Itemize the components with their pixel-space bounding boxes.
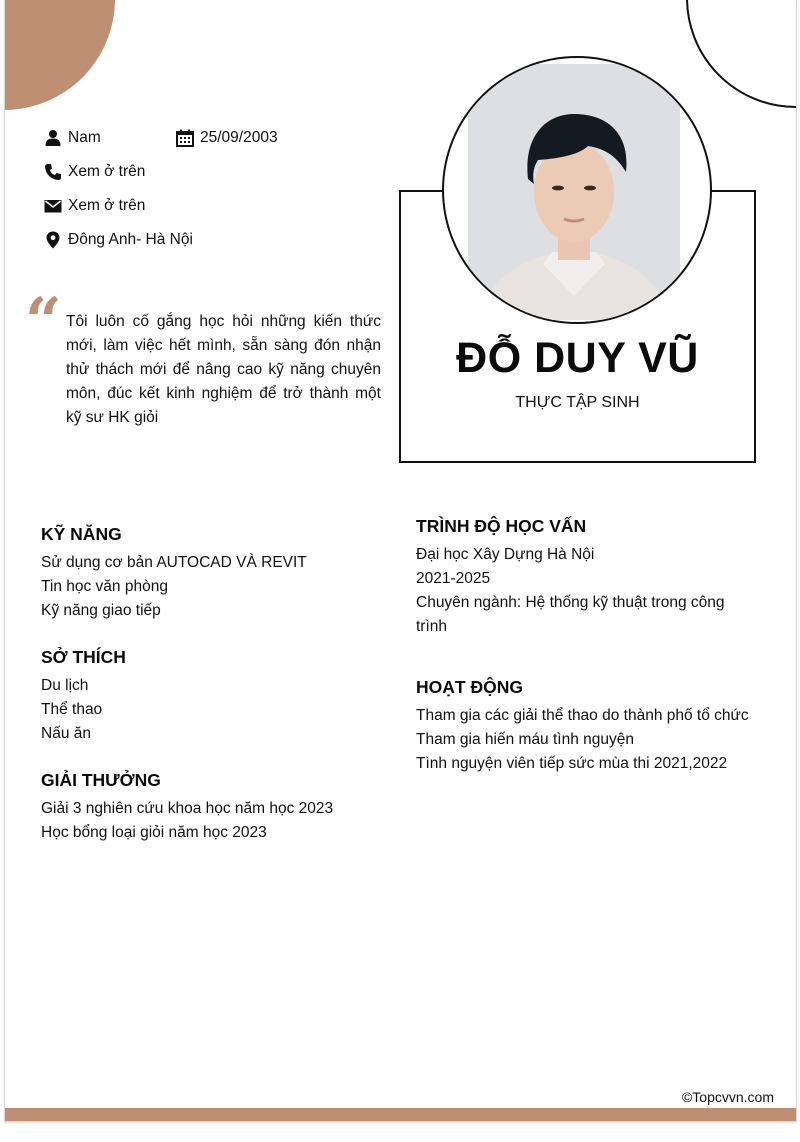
career-objective: Tôi luôn cố gắng học hỏi những kiến thức mới, làm việc hết mình, sẵn sàng đón nhận thử thách mới để nâng cao kỹ năng chuyên môn, đúc kết kinh nghiệm để trở thành một kỹ sư HK giỏi xyxy=(66,313,381,426)
info-address xyxy=(44,231,193,249)
award-item: Học bổng loại giỏi năm học 2023 xyxy=(41,824,267,841)
education-item: Đại học Xây Dựng Hà Nội xyxy=(416,546,595,563)
candidate-name: ĐỖ DUY VŨ xyxy=(456,334,699,382)
awards-section xyxy=(41,770,381,845)
info-gender xyxy=(44,129,101,147)
decorative-corner-circle xyxy=(4,0,115,110)
portrait-illustration xyxy=(468,64,680,320)
activity-item: Tình nguyện viên tiếp sức mùa thi 2021,2022 xyxy=(416,755,728,772)
hobby-item: Thể thao xyxy=(41,701,103,718)
profile-photo xyxy=(468,64,680,320)
awards-title: GIẢI THƯỞNG xyxy=(41,770,161,790)
map-pin-icon xyxy=(44,231,62,249)
activities-section xyxy=(416,677,756,776)
quote-icon: “ xyxy=(25,284,56,359)
hobby-item: Nấu ăn xyxy=(41,725,91,742)
envelope-icon xyxy=(44,197,62,215)
skill-item: Tin học văn phòng xyxy=(41,578,168,595)
activity-item: Tham gia hiến máu tình nguyện xyxy=(416,731,634,748)
copyright: ©Topcvvn.com xyxy=(681,1089,774,1105)
education-item: 2021-2025 xyxy=(416,570,491,587)
education-section xyxy=(416,516,756,639)
education-title: TRÌNH ĐỘ HỌC VẤN xyxy=(416,516,587,536)
skills-section xyxy=(41,524,381,623)
info-birthdate xyxy=(176,129,278,147)
skill-item: Kỹ năng giao tiếp xyxy=(41,602,161,619)
calendar-icon xyxy=(176,129,194,147)
cv-page xyxy=(4,0,797,1122)
avatar xyxy=(442,56,712,324)
birthdate-value: 25/09/2003 xyxy=(200,129,278,146)
decorative-corner-ring xyxy=(686,0,797,108)
skills-title: KỸ NĂNG xyxy=(41,524,122,544)
skill-item: Sử dụng cơ bản AUTOCAD VÀ REVIT xyxy=(41,554,307,571)
person-icon xyxy=(44,129,62,147)
award-item: Giải 3 nghiên cứu khoa học năm học 2023 xyxy=(41,800,334,817)
hobbies-title: SỞ THÍCH xyxy=(41,647,126,667)
hobby-item: Du lịch xyxy=(41,677,89,694)
phone-value: Xem ở trên xyxy=(68,163,146,180)
email-value: Xem ở trên xyxy=(68,197,146,214)
candidate-role: THỰC TẬP SINH xyxy=(515,394,640,411)
activities-title: HOẠT ĐỘNG xyxy=(416,677,523,697)
phone-icon xyxy=(44,163,62,181)
info-email xyxy=(44,197,145,215)
activity-item: Tham gia các giải thể thao do thành phố tổ chức xyxy=(416,707,749,724)
gender-value: Nam xyxy=(68,129,101,146)
hobbies-section xyxy=(41,647,381,746)
address-value: Đông Anh- Hà Nội xyxy=(68,231,193,248)
education-item: Chuyên ngành: Hệ thống kỹ thuật trong công trình xyxy=(416,594,725,635)
info-phone xyxy=(44,163,145,181)
footer-accent-bar xyxy=(5,1108,796,1121)
